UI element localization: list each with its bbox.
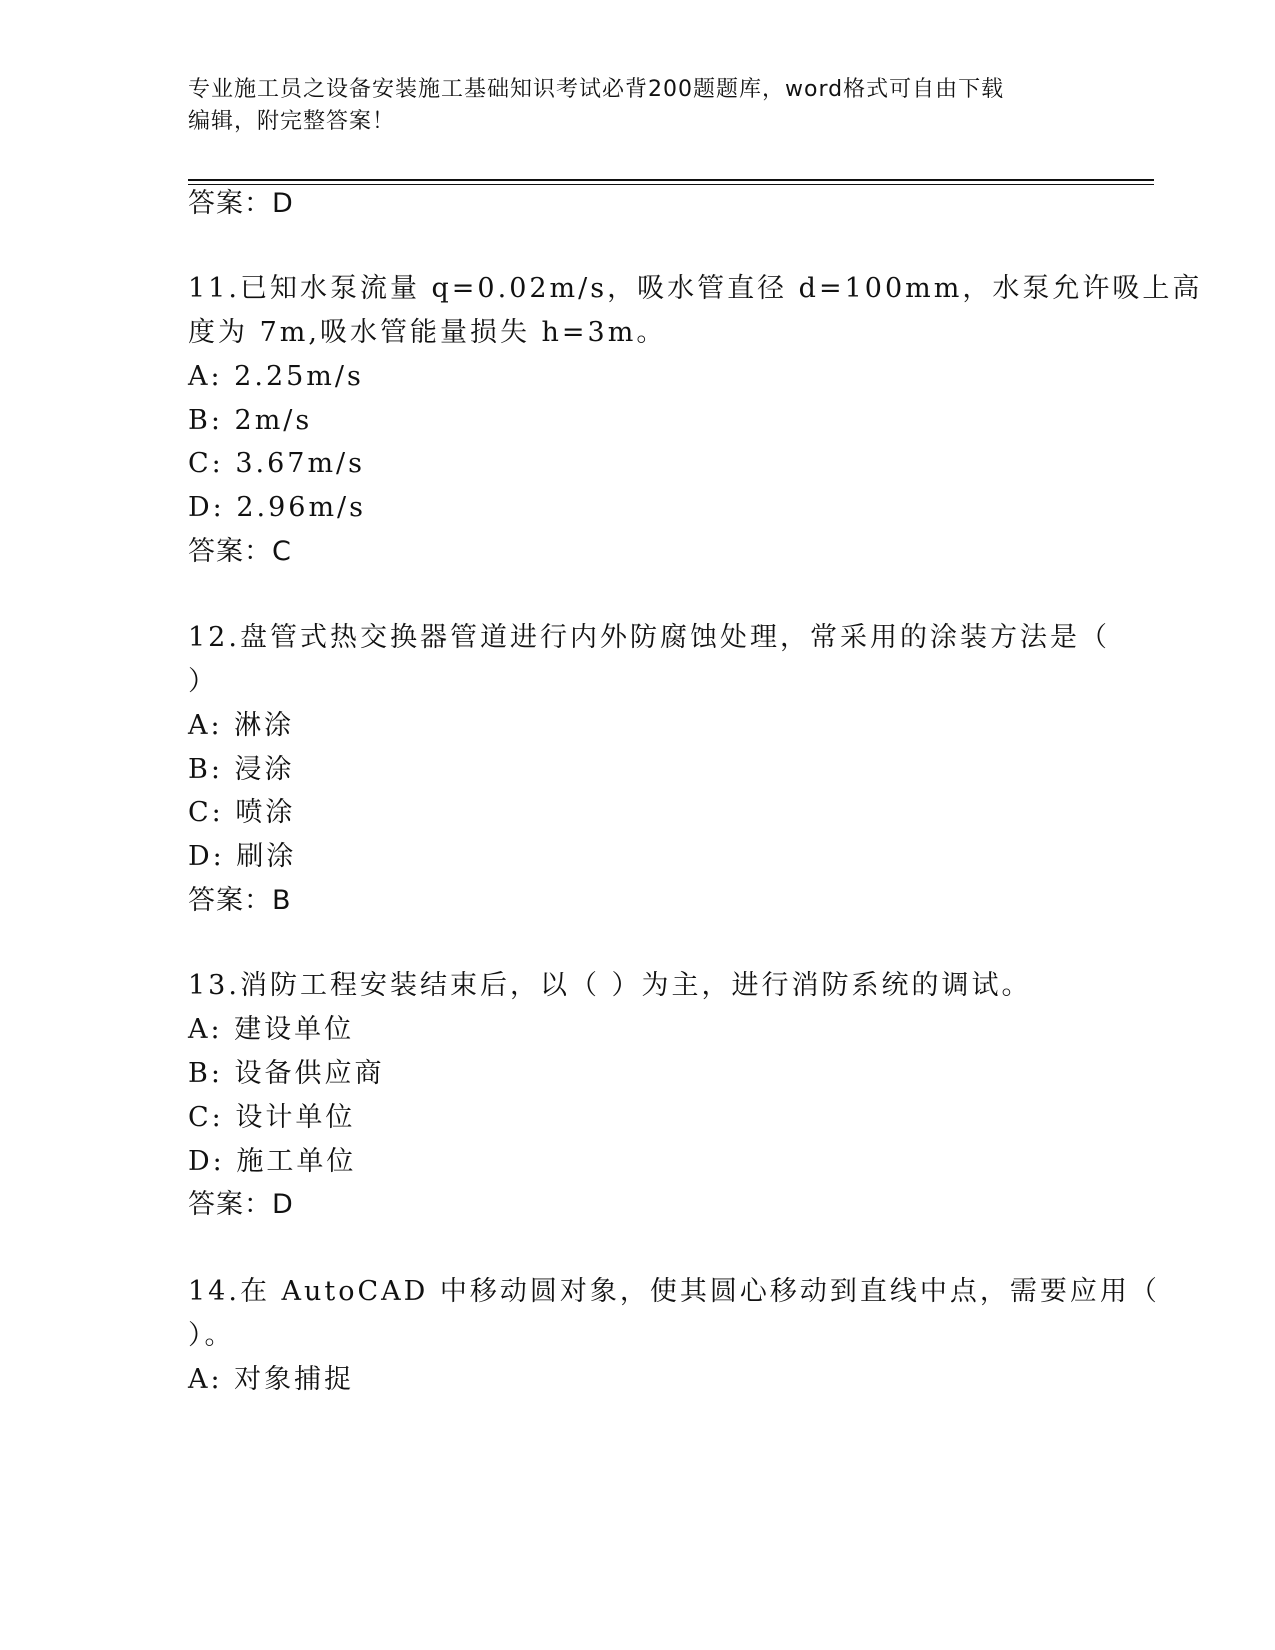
answer-line: 答案：C [188, 536, 292, 567]
question-text: ） [188, 666, 218, 697]
option-a: A: 对象捕捉 [188, 1364, 355, 1395]
option-a: A: 淋涂 [188, 710, 295, 741]
header-rule [188, 179, 1154, 181]
document-header [188, 74, 1088, 138]
question-text: 度为 7m,吸水管能量损失 h=3m。 [188, 317, 667, 348]
answer-line: 答案：B [188, 885, 292, 916]
option-b: B: 2m/s [188, 405, 313, 436]
option-c: C: 喷涂 [188, 797, 296, 828]
header-line-2: 编辑，附完整答案！ [188, 109, 396, 134]
option-b: B: 设备供应商 [188, 1058, 385, 1089]
option-d: D: 刷涂 [188, 841, 297, 872]
question-text: 13.消防工程安装结束后，以（ ）为主，进行消防系统的调试。 [188, 970, 1032, 1001]
option-c: C: 设计单位 [188, 1102, 356, 1133]
question-text: 11.已知水泵流量 q=0.02m/s，吸水管直径 d=100mm，水泵允许吸上高 [188, 273, 1203, 304]
answer-line: 答案：D [188, 188, 294, 219]
header-rule-thin [188, 184, 1154, 185]
answer-line: 答案：D [188, 1189, 294, 1220]
header-line-1: 专业施工员之设备安装施工基础知识考试必背200题题库，word格式可自由下载 [188, 77, 1005, 102]
option-d: D: 施工单位 [188, 1146, 357, 1177]
question-text: ）。 [188, 1320, 235, 1351]
option-c: C: 3.67m/s [188, 448, 366, 479]
question-text: 12.盘管式热交换器管道进行内外防腐蚀处理，常采用的涂装方法是（ [188, 622, 1110, 653]
option-a: A: 建设单位 [188, 1014, 355, 1045]
option-d: D: 2.96m/s [188, 492, 366, 523]
option-b: B: 浸涂 [188, 754, 295, 785]
option-a: A: 2.25m/s [188, 361, 364, 392]
question-text: 14.在 AutoCAD 中移动圆对象，使其圆心移动到直线中点，需要应用（ [188, 1276, 1160, 1307]
